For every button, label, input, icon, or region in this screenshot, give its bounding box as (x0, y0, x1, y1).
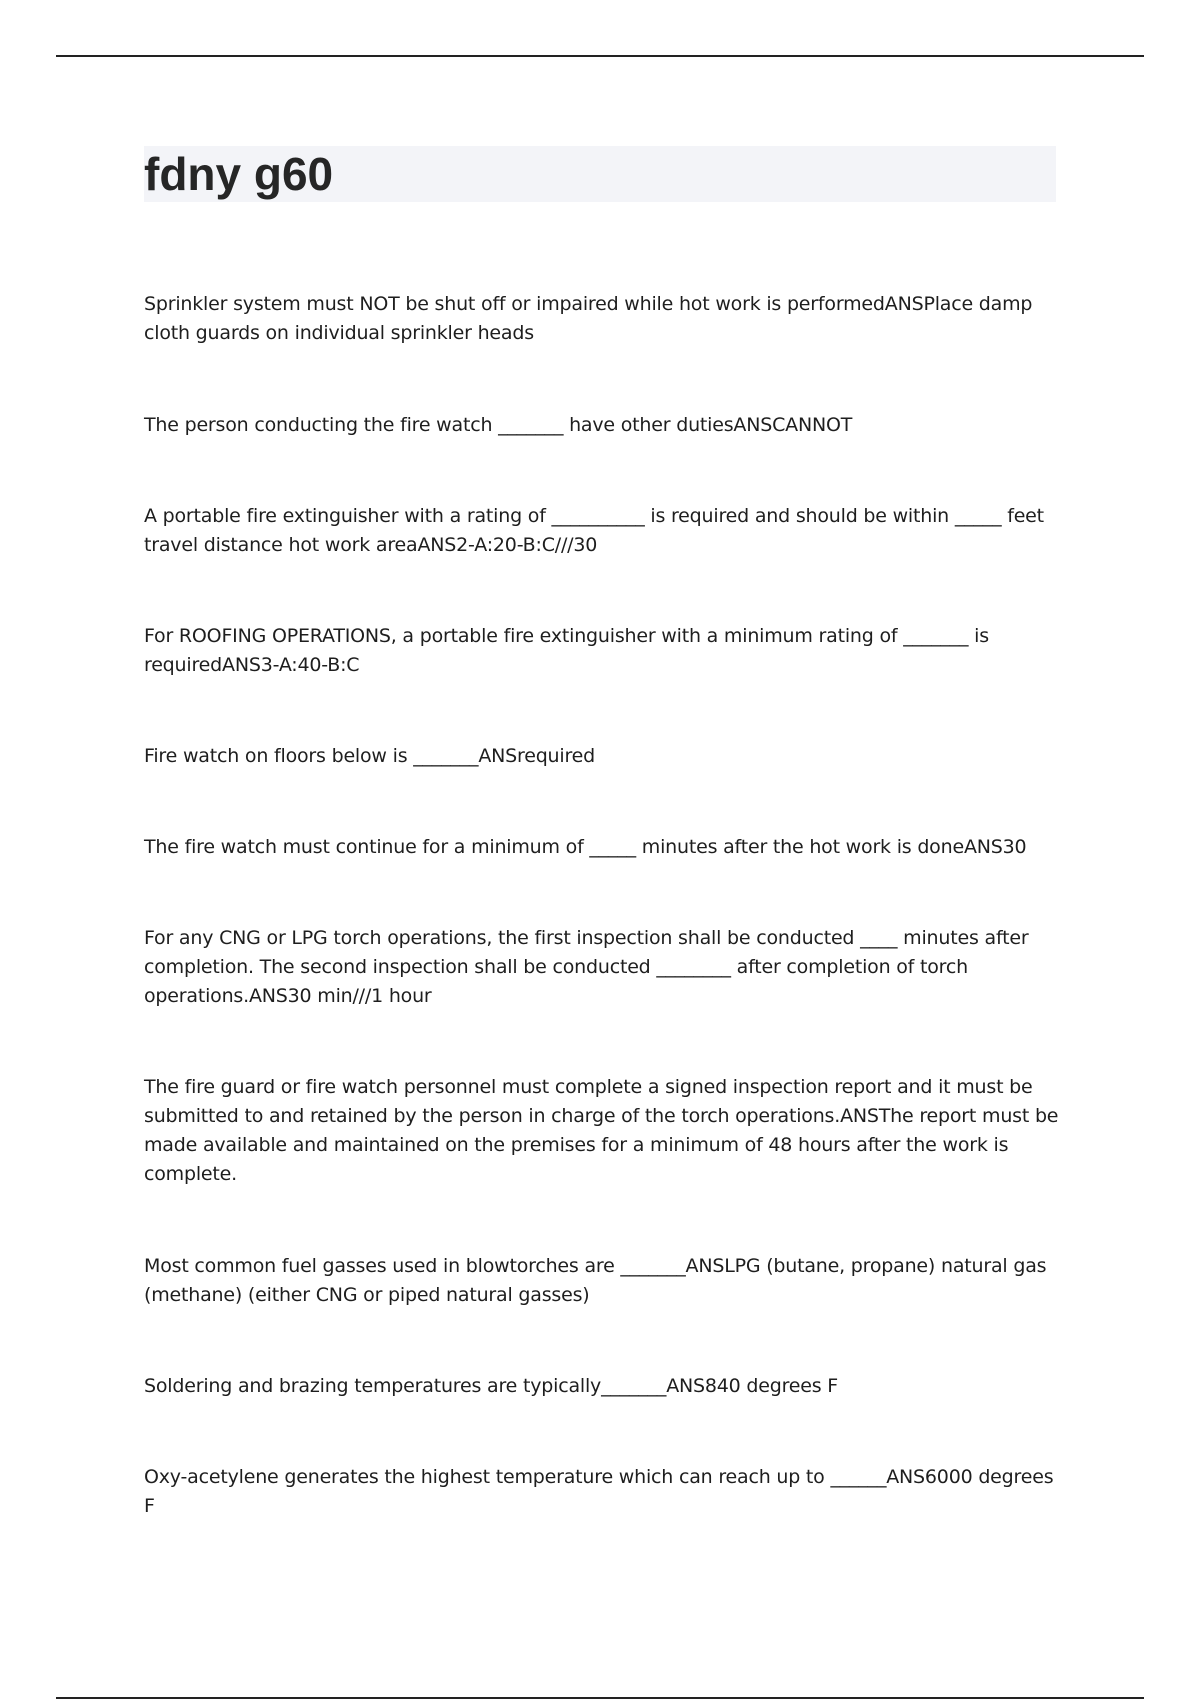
answer-text: 840 degrees F (704, 1375, 839, 1397)
answer-text: 30 (1002, 836, 1027, 858)
question-text: The person conducting the fire watch _______ have other duties (144, 414, 734, 436)
question-text: Oxy-acetylene generates the highest temperature which can reach up to ______ (144, 1466, 887, 1488)
answer-text: 30 min///1 hour (287, 985, 432, 1007)
answer-marker: ANS (478, 745, 518, 767)
answer-text: LPG (butane, propane) natural gas (methane) (either CNG or piped natural gasses) (144, 1255, 1047, 1306)
answer-marker: ANS (733, 414, 773, 436)
bottom-rule (56, 1697, 1144, 1699)
qa-card-2 (144, 411, 1064, 440)
qa-card-9 (144, 1252, 1064, 1310)
answer-marker: ANS (685, 1255, 725, 1277)
answer-marker: ANS (666, 1375, 705, 1397)
answer-marker: ANS (222, 654, 261, 676)
answer-text: required (517, 745, 596, 767)
answer-text: 2-A:20-B:C///30 (456, 534, 598, 556)
qa-card-6 (144, 833, 1064, 862)
question-text: Sprinkler system must NOT be shut off or impaired while hot work is performed (144, 293, 885, 315)
question-text: A portable fire extinguisher with a rating of __________ is required and should be within _____ feet travel distance hot work area (144, 505, 1044, 556)
qa-card-10 (144, 1372, 1064, 1401)
answer-marker: ANS (248, 985, 288, 1007)
qa-card-1 (144, 290, 1064, 348)
answer-marker: ANS (417, 534, 457, 556)
qa-card-8 (144, 1073, 1064, 1189)
question-text: Most common fuel gasses used in blowtorches are _______ (144, 1255, 686, 1277)
qa-card-5 (144, 742, 1064, 771)
qa-card-11 (144, 1463, 1064, 1521)
page-title: fdny g60 (144, 148, 334, 200)
answer-text: 3-A:40-B:C (260, 654, 360, 676)
question-text: Soldering and brazing temperatures are typically_______ (144, 1375, 667, 1397)
answer-text: CANNOT (772, 414, 853, 436)
answer-marker: ANS (886, 1466, 925, 1488)
answer-marker: ANS (884, 293, 924, 315)
question-text: The fire watch must continue for a minimum of _____ minutes after the hot work is done (144, 836, 964, 858)
answer-text: 6000 degrees F (144, 1466, 1054, 1517)
top-rule (56, 55, 1144, 57)
qa-card-7 (144, 924, 1064, 1011)
answer-text: Place damp cloth guards on individual sprinkler heads (144, 293, 1033, 344)
qa-card-4 (144, 622, 1064, 680)
qa-card-3 (144, 502, 1064, 560)
answer-text: The report must be made available and maintained on the premises for a minimum of 48 hours after the work is complete. (144, 1105, 1059, 1185)
question-text: The fire guard or fire watch personnel must complete a signed inspection report and it must be submitted to and retained by the person in charge of the torch operations. (144, 1076, 1033, 1127)
question-text: For any CNG or LPG torch operations, the first inspection shall be conducted ____ minutes after completion. The second inspection shall be conducted ________ after completion of torch operations. (144, 927, 1029, 1007)
answer-marker: ANS (840, 1105, 879, 1127)
question-text: For ROOFING OPERATIONS, a portable fire extinguisher with a minimum rating of _______ is required (144, 625, 989, 676)
answer-marker: ANS (963, 836, 1003, 858)
question-text: Fire watch on floors below is _______ (144, 745, 479, 767)
